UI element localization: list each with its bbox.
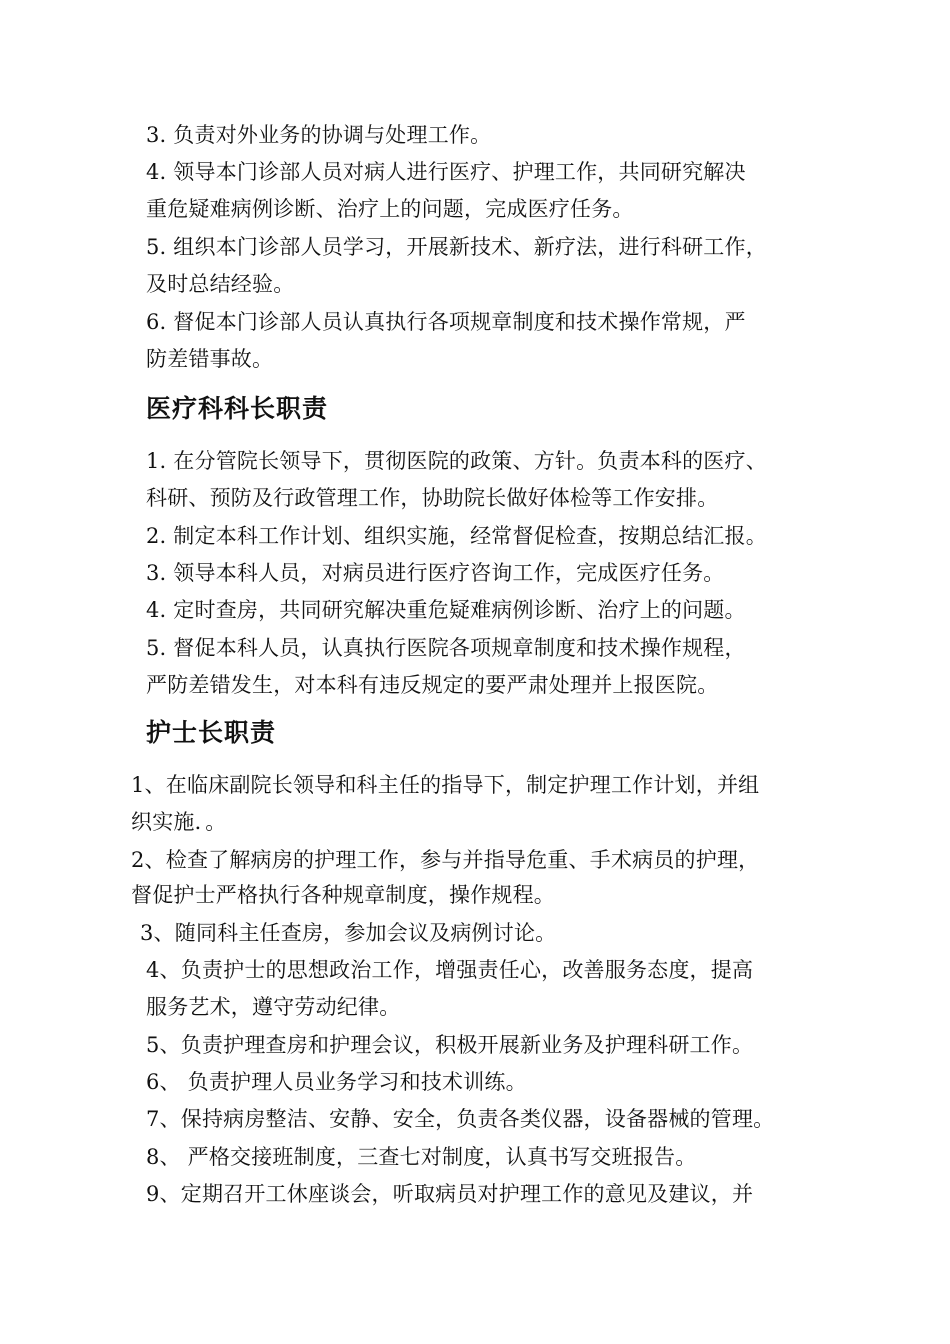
paragraph-line: 8、 严格交接班制度，三查七对制度，认真书写交班报告。 [146, 1145, 697, 1169]
paragraph-line: 防差错事故。 [146, 347, 274, 371]
paragraph-line: 1、在临床副院长领导和科主任的指导下，制定护理工作计划，并组 [131, 773, 760, 797]
section-heading-medical: 医疗科科长职责 [146, 394, 329, 423]
paragraph-line: 服务艺术，遵守劳动纪律。 [146, 995, 401, 1019]
paragraph-line: 2、检查了解病房的护理工作，参与并指导危重、手术病员的护理， [131, 848, 760, 872]
paragraph-line: 5、负责护理查房和护理会议，积极开展新业务及护理科研工作。 [146, 1033, 754, 1057]
paragraph-line: 9、定期召开工休座谈会，听取病员对护理工作的意见及建议，并 [146, 1182, 754, 1206]
paragraph-line: 7、保持病房整洁、安静、安全，负责各类仪器，设备器械的管理。 [146, 1107, 775, 1131]
paragraph-line: 4、负责护士的思想政治工作，增强责任心，改善服务态度，提高 [146, 958, 754, 982]
paragraph-line: 1. 在分管院长领导下，贯彻医院的政策、方针。负责本科的医疗、 [146, 449, 767, 473]
paragraph-line: 及时总结经验。 [146, 272, 295, 296]
paragraph-line: 督促护士严格执行各种规章制度，操作规程。 [131, 883, 555, 907]
paragraph-line: 重危疑难病例诊断、治疗上的问题，完成医疗任务。 [146, 197, 634, 221]
paragraph-line: 3. 领导本科人员，对病员进行医疗咨询工作，完成医疗任务。 [146, 561, 725, 585]
section-heading-nurse: 护士长职责 [146, 718, 277, 747]
paragraph-line: 4. 定时查房，共同研究解决重危疑难病例诊断、治疗上的问题。 [146, 598, 746, 622]
paragraph-line: 织实施．。 [131, 810, 227, 834]
paragraph-line: 3. 负责对外业务的协调与处理工作。 [146, 123, 492, 147]
paragraph-line: 5. 组织本门诊部人员学习，开展新技术、新疗法，进行科研工作， [146, 235, 767, 259]
paragraph-line: 科研、预防及行政管理工作，协助院长做好体检等工作安排。 [146, 486, 719, 510]
paragraph-line: 6、 负责护理人员业务学习和技术训练。 [146, 1070, 527, 1094]
paragraph-line: 3、随同科主任查房，参加会议及病例讨论。 [140, 921, 557, 945]
paragraph-line: 4. 领导本门诊部人员对病人进行医疗、护理工作，共同研究解决 [146, 160, 746, 184]
paragraph-line: 严防差错发生，对本科有违反规定的要严肃处理并上报医院。 [146, 673, 719, 697]
paragraph-line: 2. 制定本科工作计划、组织实施，经常督促检查，按期总结汇报。 [146, 524, 767, 548]
paragraph-line: 5. 督促本科人员，认真执行医院各项规章制度和技术操作规程， [146, 636, 746, 660]
paragraph-line: 6. 督促本门诊部人员认真执行各项规章制度和技术操作常规，严 [146, 310, 746, 334]
